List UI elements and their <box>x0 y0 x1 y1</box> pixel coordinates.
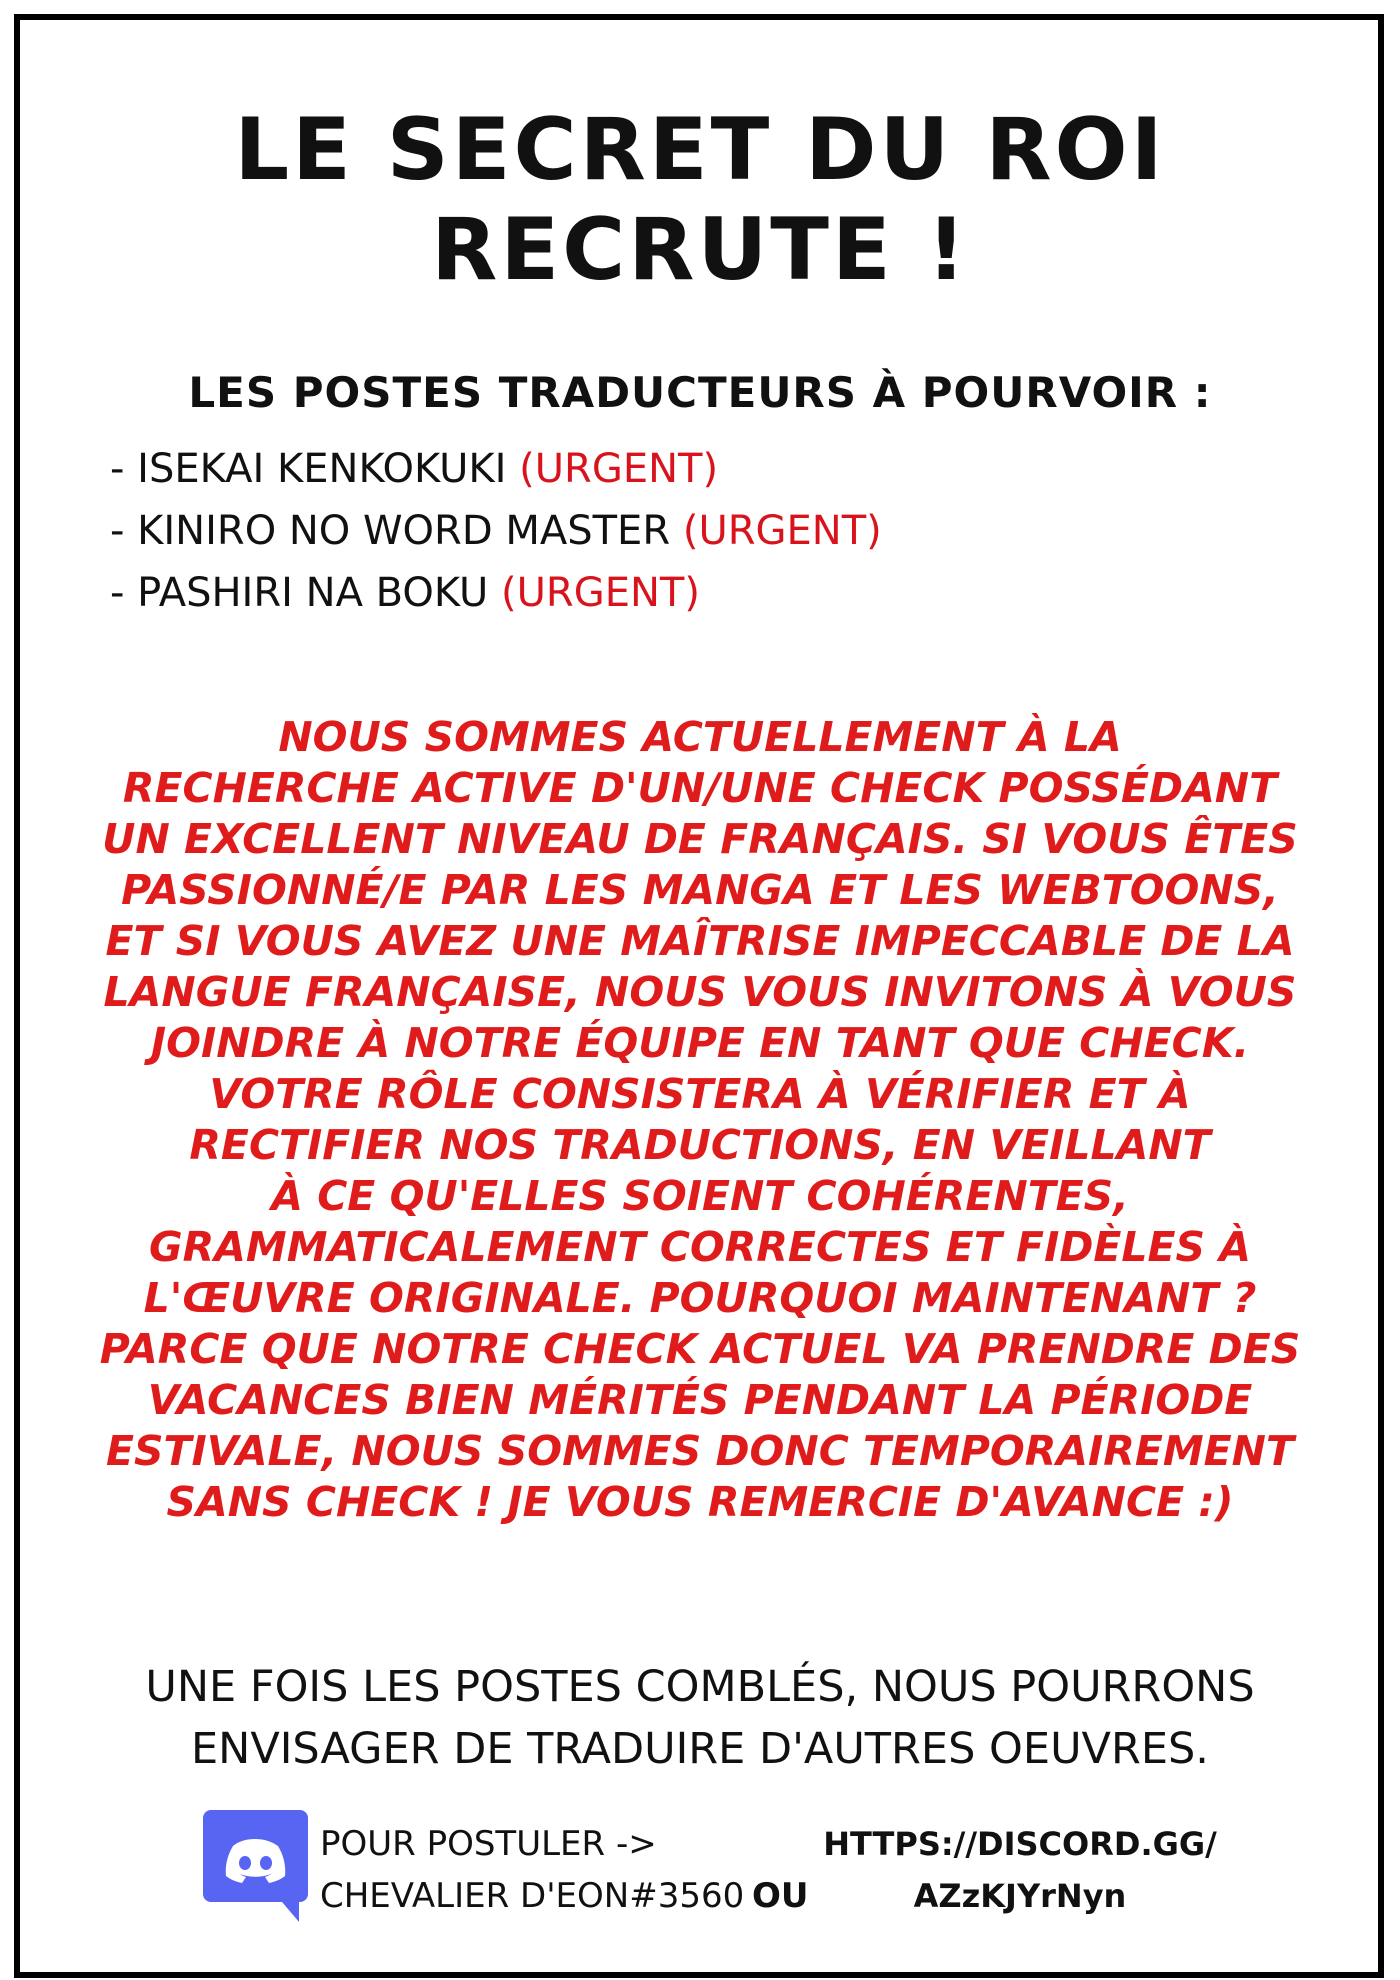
announcement-line: ET SI VOUS AVEZ UNE MAÎTRISE IMPECCABLE DE LA <box>105 917 1295 965</box>
recruitment-announcement <box>90 712 1310 1528</box>
announcement-line: PASSIONNÉ/E PAR LES MANGA ET LES WEBTOONS, <box>121 866 1279 914</box>
closing-line: UNE FOIS LES POSTES COMBLÉS, NOUS POURRONS <box>145 1662 1255 1712</box>
urgent-tag: (URGENT) <box>501 570 700 616</box>
discord-invite-link[interactable] <box>820 1818 1220 1922</box>
position-name: - PASHIRI NA BOKU <box>110 570 489 616</box>
discord-icon[interactable] <box>203 1810 308 1922</box>
urgent-tag: (URGENT) <box>682 508 882 554</box>
closing-line: ENVISAGER DE TRADUIRE D'AUTRES OEUVRES. <box>191 1724 1209 1774</box>
discord-logo-eye-left <box>239 1856 251 1870</box>
discord-logo-face <box>226 1839 285 1883</box>
apply-label: POUR POSTULER -> <box>320 1824 657 1864</box>
positions-list <box>110 438 882 624</box>
announcement-line: RECTIFIER NOS TRADUCTIONS, EN VEILLANT <box>189 1121 1211 1169</box>
position-name: - ISEKAI KENKOKUKI <box>110 446 507 492</box>
discord-username: CHEVALIER D'EON#3560 <box>320 1876 745 1916</box>
discord-logo-eye-right <box>260 1856 272 1870</box>
page-title: LE SECRET DU ROI RECRUTE ! <box>234 100 1166 300</box>
invite-link-line: AZzKJYrNyn <box>913 1877 1127 1915</box>
announcement-line: RECHERCHE ACTIVE D'UN/UNE CHECK POSSÉDANT <box>122 764 1278 812</box>
announcement-line: SANS CHECK ! JE VOUS REMERCIE D'AVANCE :) <box>166 1478 1234 1526</box>
apply-instructions <box>320 1818 744 1922</box>
announcement-line: L'ŒUVRE ORIGINALE. POURQUOI MAINTENANT ? <box>143 1274 1257 1322</box>
or-label: OU <box>752 1876 809 1916</box>
announcement-line: NOUS SOMMES ACTUELLEMENT À LA <box>278 713 1122 761</box>
announcement-line: LANGUE FRANÇAISE, NOUS VOUS INVITONS À VOUS <box>103 968 1297 1016</box>
urgent-tag: (URGENT) <box>519 446 719 492</box>
announcement-line: VACANCES BIEN MÉRITÉS PENDANT LA PÉRIODE <box>147 1376 1253 1424</box>
announcement-line: PARCE QUE NOTRE CHECK ACTUEL VA PRENDRE DES <box>99 1325 1301 1373</box>
closing-note <box>0 1656 1400 1780</box>
invite-link-line: HTTPS://DISCORD.GG/ <box>823 1825 1217 1863</box>
announcement-line: À CE QU'ELLES SOIENT COHÉRENTES, <box>271 1172 1129 1220</box>
list-item <box>110 562 882 624</box>
position-name: - KINIRO NO WORD MASTER <box>110 508 671 554</box>
announcement-line: VOTRE RÔLE CONSISTERA À VÉRIFIER ET À <box>209 1070 1191 1118</box>
announcement-line: GRAMMATICALEMENT CORRECTES ET FIDÈLES À <box>148 1223 1252 1271</box>
announcement-line: UN EXCELLENT NIVEAU DE FRANÇAIS. SI VOUS ÊTES <box>102 815 1298 863</box>
positions-heading: LES POSTES TRADUCTEURS À POURVOIR : <box>188 368 1212 417</box>
list-item <box>110 438 882 500</box>
announcement-line: ESTIVALE, NOUS SOMMES DONC TEMPORAIREMENT <box>106 1427 1294 1475</box>
announcement-line: JOINDRE À NOTRE ÉQUIPE EN TANT QUE CHECK. <box>150 1019 1250 1067</box>
list-item <box>110 500 882 562</box>
